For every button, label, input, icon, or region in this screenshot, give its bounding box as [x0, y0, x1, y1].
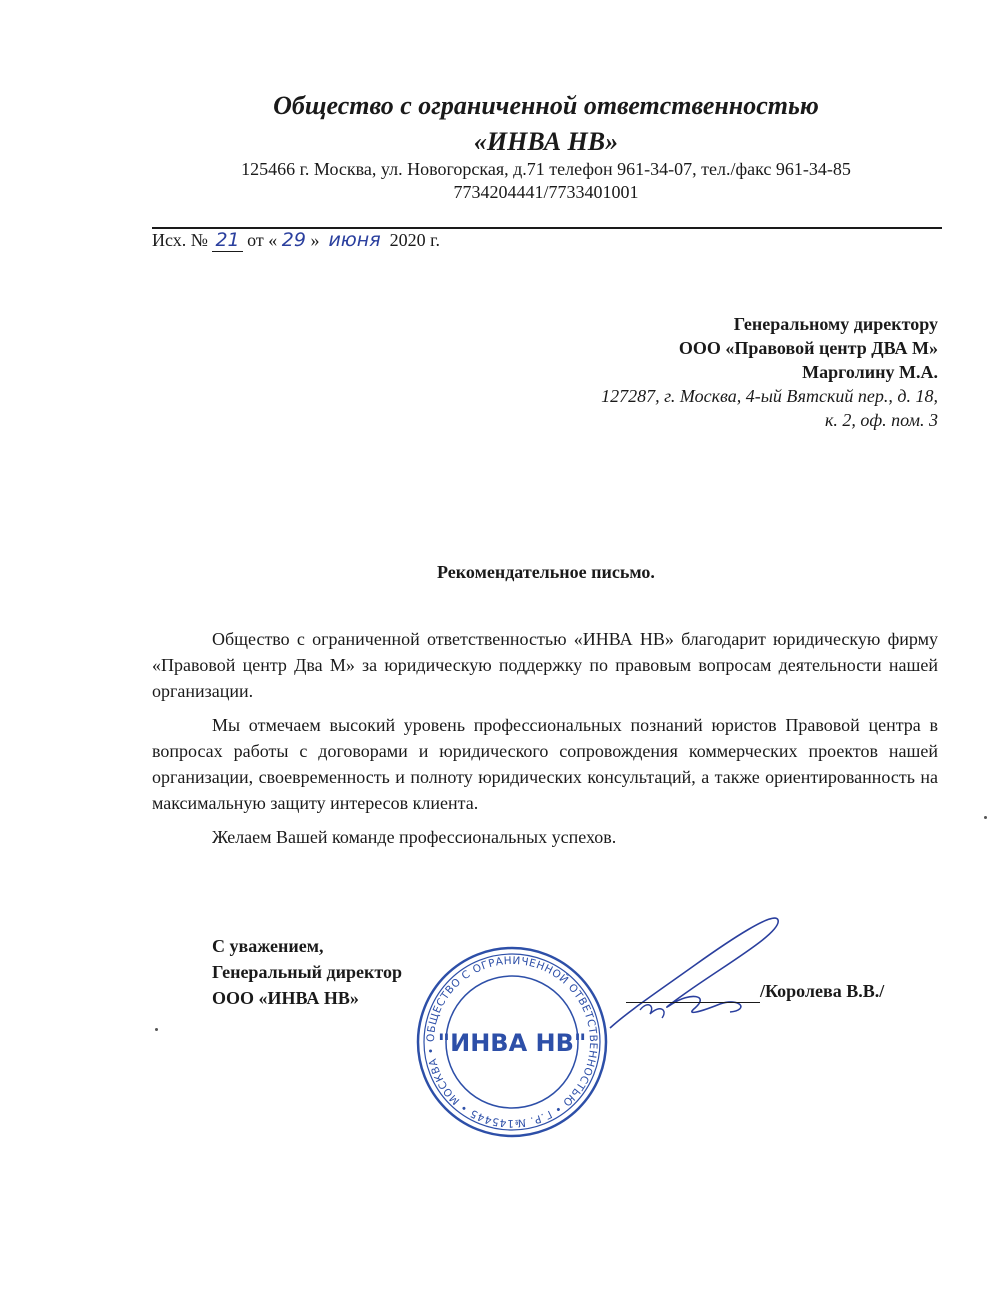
company-stamp [414, 944, 610, 1140]
ref-date-mid: » [310, 230, 320, 250]
recipient-address-line2: к. 2, оф. пом. 3 [824, 410, 938, 430]
org-inn-kpp: 7734204441/7733401001 [453, 182, 639, 202]
recipient-address-line1: 127287, г. Москва, 4-ый Вятский пер., д. 18, [601, 386, 938, 406]
org-address: 125466 г. Москва, ул. Новогорская, д.71 телефон 961-34-07, тел./факс 961-34-85 [241, 159, 851, 179]
recipient-block [601, 312, 938, 432]
org-name-line2: «ИНВА НВ» [473, 127, 619, 156]
recipient-name: Марголину М.А. [802, 362, 938, 382]
ref-date-prefix: от « [247, 230, 278, 250]
closing-block [212, 933, 402, 1011]
ref-year: 2020 г. [389, 230, 441, 250]
signature-line [626, 1002, 760, 1003]
body-paragraph: Общество с ограниченной ответственностью «ИНВА НВ» благодарит юридическую фирму «Правовой центр Два М» за юридическую поддержку по правовым вопросам деятельности нашей организации. [152, 629, 938, 701]
scan-speck [155, 1028, 158, 1031]
ref-day: 29 [281, 229, 306, 251]
ref-month: июня [328, 229, 381, 251]
scan-speck [984, 816, 987, 819]
letter-body [152, 626, 938, 858]
organization-address-block [0, 158, 1000, 204]
recipient-title: Генеральному директору [733, 314, 938, 334]
recipient-company: ООО «Правовой центр ДВА М» [678, 338, 938, 358]
closing-company: ООО «ИНВА НВ» [212, 988, 359, 1008]
signatory-name: /Королева В.В./ [760, 981, 885, 1001]
closing-position: Генеральный директор [212, 962, 402, 982]
body-paragraph: Желаем Вашей команде профессиональных успехов. [212, 827, 617, 847]
org-name-line1: Общество с ограниченной ответственностью [273, 91, 819, 120]
outgoing-reference [152, 229, 440, 252]
handwritten-signature [600, 900, 800, 1040]
stamp-center-text: "ИНВА НВ" [437, 1029, 587, 1057]
organization-name [0, 88, 1000, 160]
letter-title: Рекомендательное письмо. [437, 562, 655, 582]
ref-prefix: Исх. № [152, 230, 208, 250]
body-paragraph: Мы отмечаем высокий уровень профессиональных познаний юристов Правовой центра в вопросах работы с договорами и юридического сопровождения коммерческих проектов нашей организации, своевременность и полноту юридических консультаций, а также ориентированность на максимальную защиту интересов клиента. [152, 715, 938, 813]
stamp-ring-text: ОБЩЕСТВО С ОГРАНИЧЕННОЙ ОТВЕТСТВЕННОСТЬЮ • Г.Р. №145445 • МОСКВА • [424, 954, 600, 1130]
ref-number: 21 [215, 229, 240, 251]
closing-regards: С уважением, [212, 936, 324, 956]
